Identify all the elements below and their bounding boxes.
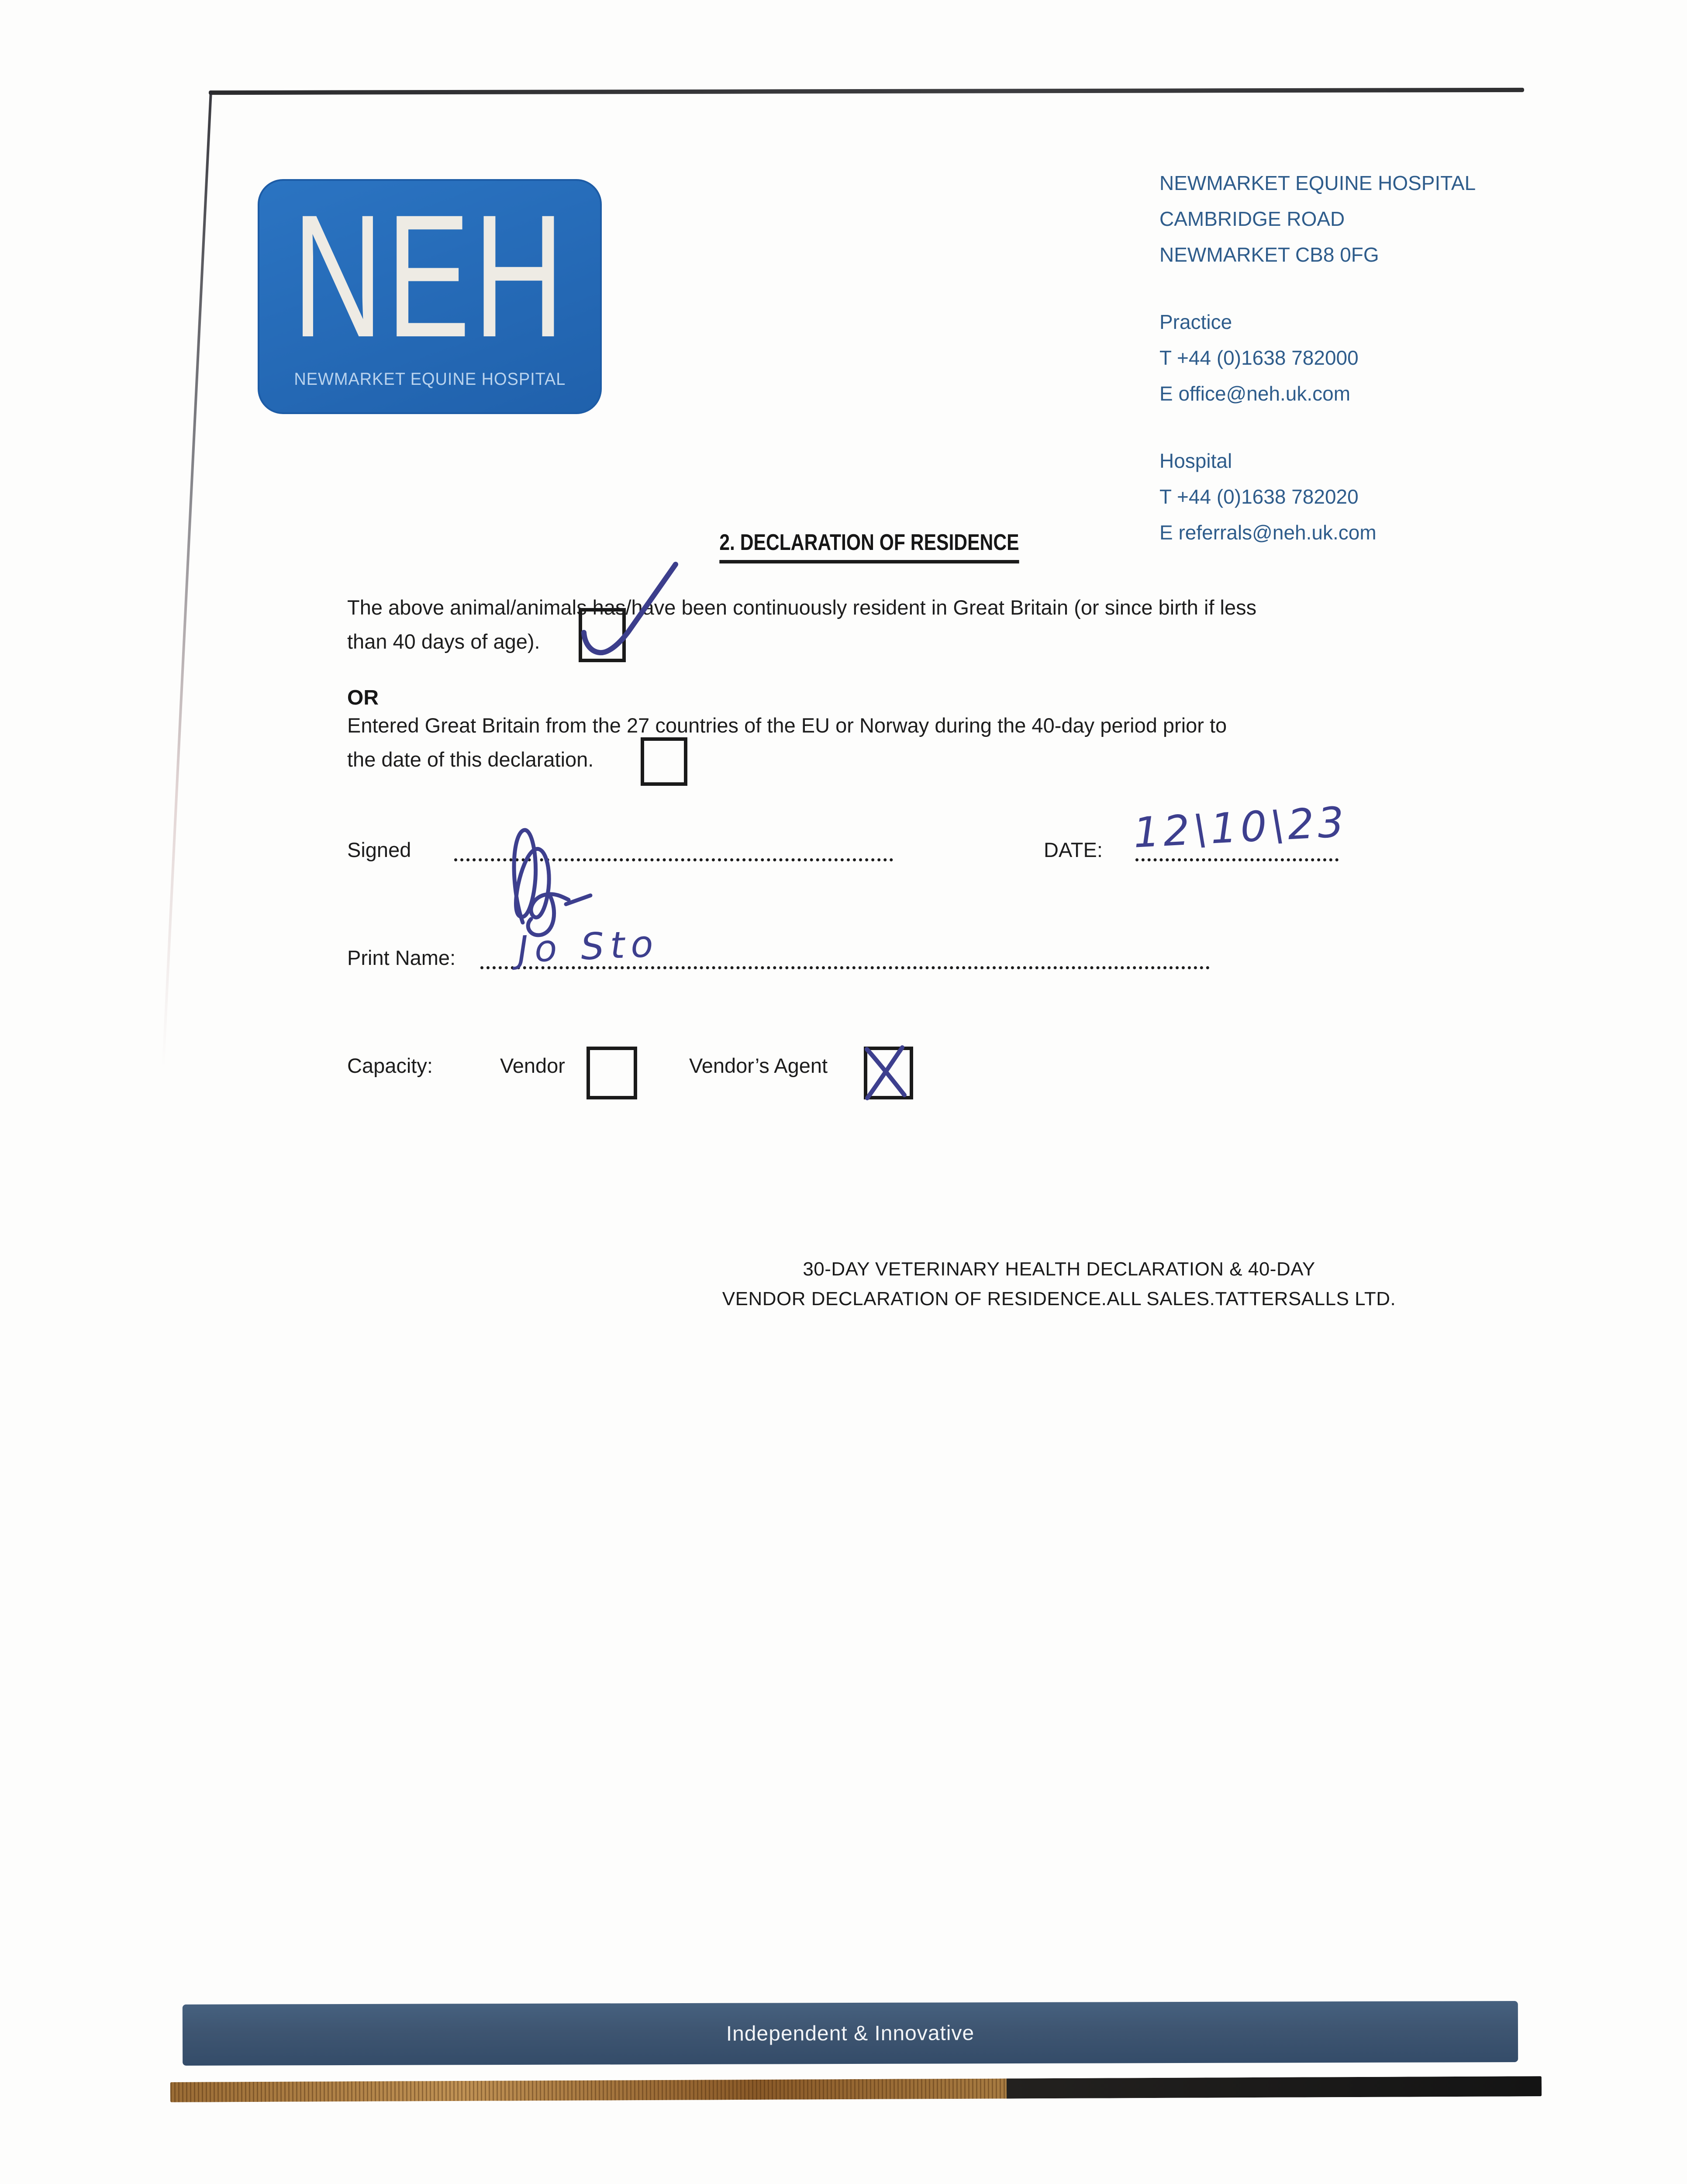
entry-statement-line2: the date of this declaration.	[347, 748, 594, 771]
practice-email: E office@neh.uk.com	[1159, 382, 1351, 405]
section-heading: 2. DECLARATION OF RESIDENCE	[719, 529, 1019, 563]
residence-statement	[347, 591, 1256, 659]
practice-heading: Practice	[1159, 311, 1232, 333]
footer-tagline: Independent & Innovative	[726, 2021, 975, 2046]
residence-checkbox	[579, 608, 626, 662]
vendor-option-label: Vendor	[500, 1054, 565, 1077]
entry-statement-line1: Entered Great Britain from the 27 countries of the EU or Norway during the 40-day period prior to	[347, 714, 1227, 737]
neh-logo-abbreviation: NEH	[292, 178, 567, 373]
vendor-checkbox	[586, 1047, 637, 1099]
sale-declaration-note-line2: VENDOR DECLARATION OF RESIDENCE.ALL SALES.TATTERSALLS LTD.	[722, 1288, 1396, 1310]
sale-declaration-note	[611, 1254, 1507, 1314]
hospital-email: E referrals@neh.uk.com	[1159, 521, 1377, 544]
sale-declaration-note-line1: 30-DAY VETERINARY HEALTH DECLARATION & 40-DAY	[803, 1258, 1315, 1280]
desk-dark-texture	[1007, 2076, 1542, 2098]
footer-tagline-band	[183, 2001, 1518, 2066]
or-separator-label: OR	[347, 686, 379, 709]
address-line-2: CAMBRIDGE ROAD	[1159, 207, 1345, 230]
address-line-3: NEWMARKET CB8 0FG	[1159, 243, 1379, 266]
page-top-edge-line	[209, 88, 1524, 95]
signed-label: Signed	[347, 838, 411, 861]
residence-statement-line2: than 40 days of age).	[347, 630, 540, 653]
residence-statement-line1: The above animal/animals has/have been continuously resident in Great Britain (or since birth if less	[347, 596, 1257, 619]
practice-phone: T +44 (0)1638 782000	[1159, 346, 1359, 369]
handwritten-date-value: 12\10\23	[1132, 798, 1349, 857]
entry-checkbox	[641, 737, 687, 786]
handwritten-print-name-value: Jo Sto	[517, 922, 660, 971]
print-name-label: Print Name:	[347, 946, 456, 969]
capacity-label: Capacity:	[347, 1054, 433, 1077]
hospital-heading: Hospital	[1159, 449, 1232, 472]
vendors-agent-checkbox	[864, 1047, 913, 1099]
address-line-1: NEWMARKET EQUINE HOSPITAL	[1159, 172, 1476, 194]
desk-wood-texture	[170, 2078, 1007, 2102]
hospital-phone: T +44 (0)1638 782020	[1159, 485, 1359, 508]
entry-statement	[347, 708, 1227, 777]
vendors-agent-option-label: Vendor’s Agent	[689, 1054, 828, 1077]
neh-logo-subtitle: NEWMARKET EQUINE HOSPITAL	[293, 370, 566, 389]
page-left-edge-line	[162, 91, 212, 1068]
date-label: DATE:	[1044, 838, 1103, 861]
desk-edge-strip	[170, 2076, 1542, 2102]
signed-dotted-line	[454, 838, 893, 861]
letterhead-address-block	[1159, 165, 1476, 550]
neh-logo	[258, 179, 602, 414]
